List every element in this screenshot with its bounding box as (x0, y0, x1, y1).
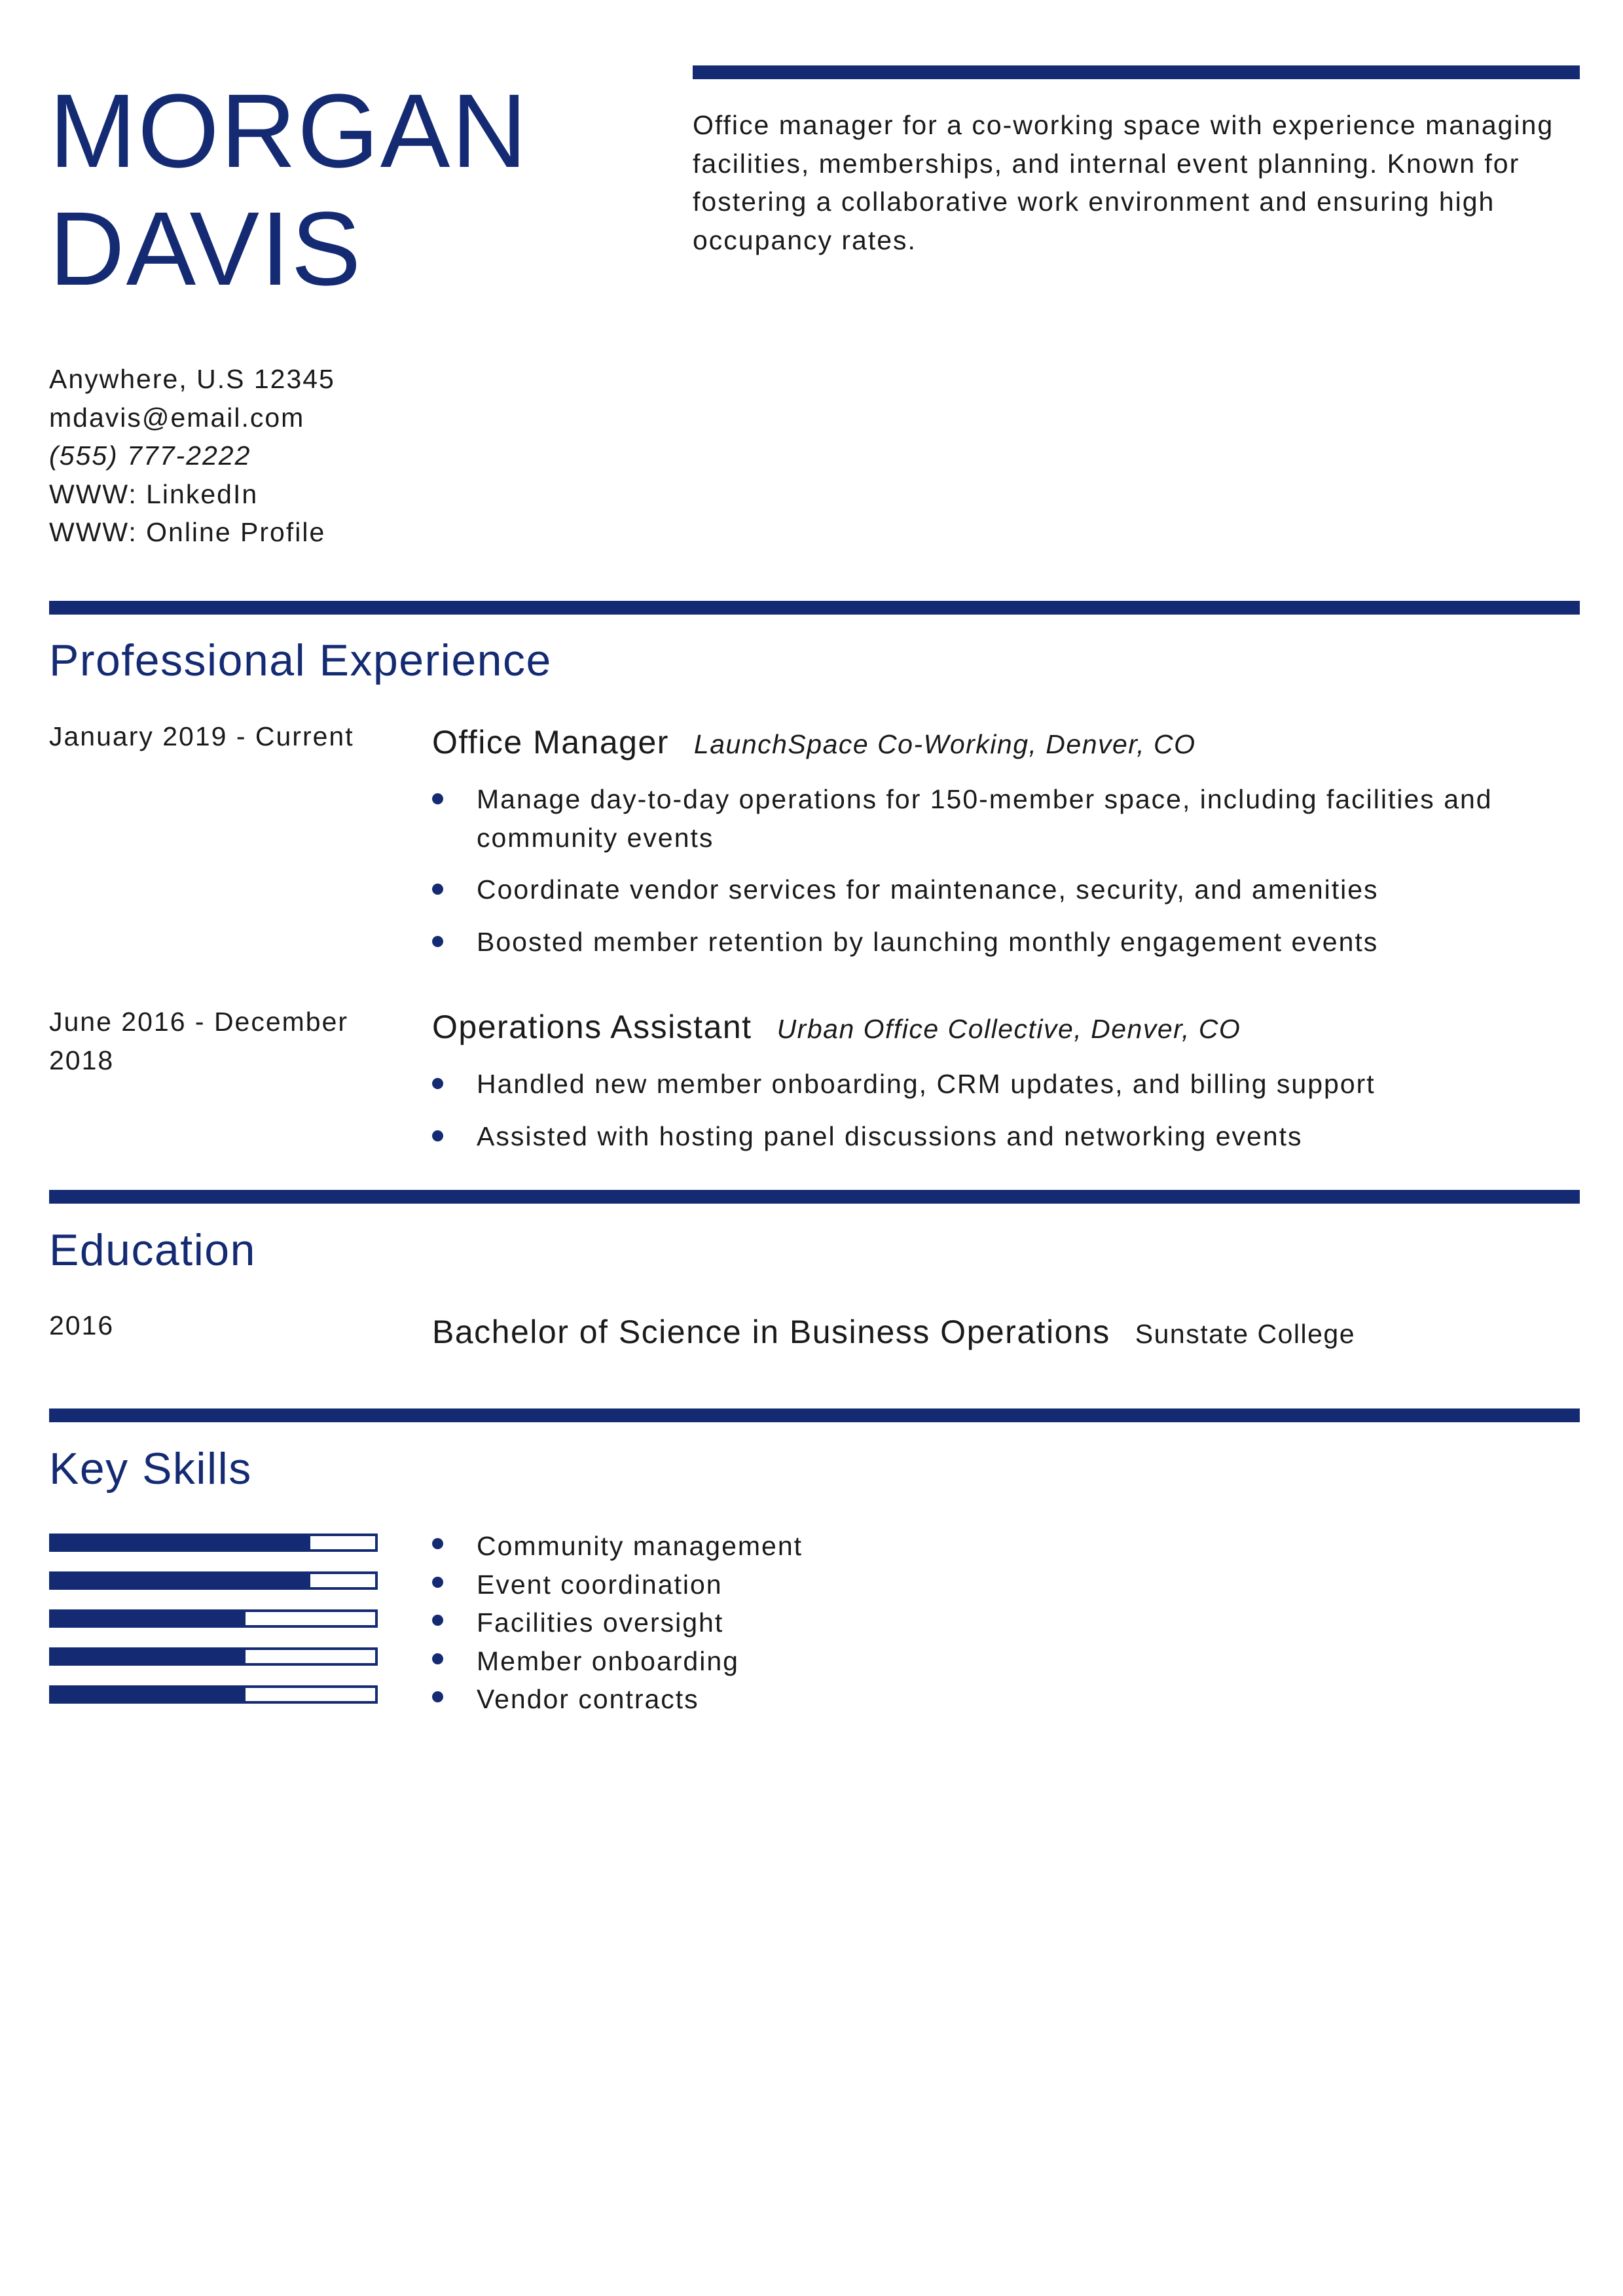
skill-bar-1 (49, 1534, 378, 1552)
education-year: 2016 (49, 1310, 115, 1340)
experience-heading: Professional Experience (49, 636, 552, 685)
contact-phone[interactable]: (555) 777-2222 (49, 440, 251, 471)
education-line (432, 1313, 1355, 1351)
job-2-dates: June 2016 - December 2018 (49, 1007, 349, 1075)
skill-item: Member onboarding (432, 1642, 803, 1681)
contact-linkedin[interactable]: WWW: LinkedIn (49, 478, 259, 509)
education-school: Sunstate College (1135, 1319, 1356, 1349)
job-2-bullets (432, 1065, 1584, 1155)
skill-item: Vendor contracts (432, 1680, 803, 1719)
skill-bar-5 (49, 1685, 378, 1704)
skill-bar-2 (49, 1571, 378, 1590)
education-degree: Bachelor of Science in Business Operations (432, 1314, 1110, 1350)
skill-item: Community management (432, 1527, 803, 1566)
skill-bar-3 (49, 1609, 378, 1628)
skills-list (432, 1527, 803, 1719)
contact-block (49, 360, 335, 552)
education-heading: Education (49, 1225, 256, 1275)
experience-rule (49, 601, 1580, 615)
job-1-bullet-2: Coordinate vendor services for maintenance, security, and amenities (432, 870, 1584, 909)
job-2-company: Urban Office Collective, Denver, CO (776, 1014, 1241, 1044)
education-rule (49, 1190, 1580, 1204)
contact-email[interactable]: mdavis@email.com (49, 402, 305, 433)
job-1-dates: January 2019 - Current (49, 721, 354, 751)
name-first: MORGAN (49, 72, 528, 189)
job-1-company: LaunchSpace Co-Working, Denver, CO (693, 729, 1196, 759)
skill-level-bars (49, 1534, 378, 1723)
job-2-role: Operations Assistant (432, 1009, 752, 1045)
skill-item: Facilities oversight (432, 1604, 803, 1642)
contact-address: Anywhere, U.S 12345 (49, 364, 335, 394)
job-1-title-line (432, 723, 1195, 761)
job-1-bullets (432, 780, 1584, 961)
skill-item: Event coordination (432, 1566, 803, 1604)
job-1-bullet-3: Boosted member retention by launching monthly engagement events (432, 923, 1584, 961)
job-1-bullet-1: Manage day-to-day operations for 150-member space, including facilities and community events (432, 780, 1584, 857)
skills-heading: Key Skills (49, 1444, 252, 1494)
name-last: DAVIS (49, 190, 363, 307)
job-2-bullet-1: Handled new member onboarding, CRM updates, and billing support (432, 1065, 1584, 1103)
skill-bar-4 (49, 1647, 378, 1666)
contact-online-profile[interactable]: WWW: Online Profile (49, 517, 326, 547)
profile-summary: Office manager for a co-working space with experience managing facilities, memberships, and internal event planning. Known for fostering a collaborative work environment and ensuring high occupancy rates. (693, 110, 1554, 255)
skills-rule (49, 1408, 1580, 1422)
job-2-bullet-2: Assisted with hosting panel discussions and networking events (432, 1117, 1584, 1156)
job-2-title-line (432, 1008, 1241, 1046)
job-1-role: Office Manager (432, 724, 669, 761)
candidate-name (49, 72, 528, 308)
summary-top-rule (693, 65, 1580, 79)
